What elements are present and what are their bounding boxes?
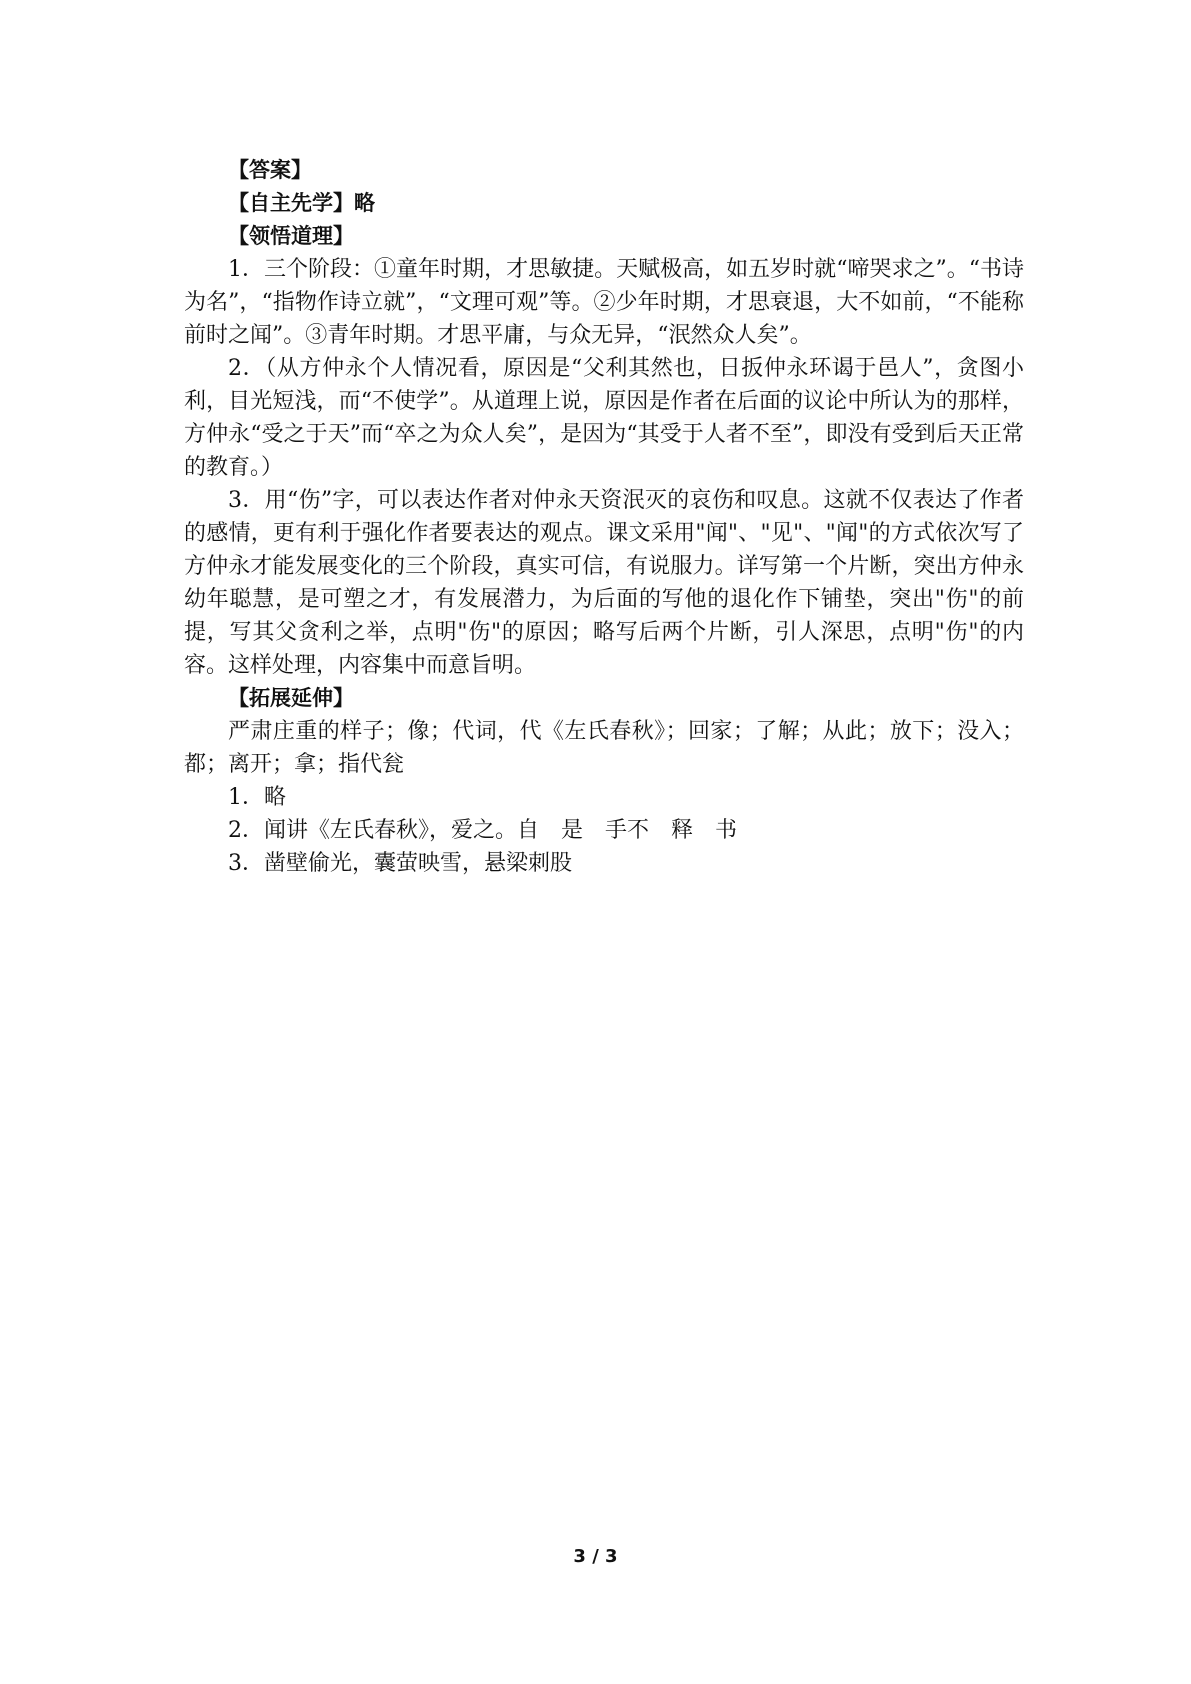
heading-self-study: 【自主先学】略	[228, 191, 375, 215]
page-number: 3 / 3	[573, 1546, 618, 1567]
heading-answer: 【答案】	[228, 158, 312, 182]
understand-paragraph-2: 2．（从方仲永个人情况看，原因是“父利其然也，日扳仲永环谒于邑人”，贪图小利，目光短浅，而“不使学”。从道理上说，原因是作者在后面的议论中所认为的那样，方仲永“受之于天”而“卒之为众人矣”，是因为“其受于人者不至”，即没有受到后天正常的教育。）	[184, 356, 1024, 480]
heading-extend: 【拓展延伸】	[228, 686, 354, 710]
extend-paragraph-1: 严肃庄重的样子；像；代词，代《左氏春秋》；回家；了解；从此；放下；没入；都；离开；拿；指代瓮	[184, 719, 1024, 777]
document-body	[184, 154, 1024, 880]
self-study-value: 略	[354, 191, 375, 215]
understand-paragraph-3: 3．用“伤”字，可以表达作者对仲永天资泯灭的哀伤和叹息。这就不仅表达了作者的感情，更有利于强化作者要表达的观点。课文采用"闻"、"见"、"闻"的方式依次写了方仲永才能发展变化的三个阶段，真实可信，有说服力。详写第一个片断，突出方仲永幼年聪慧，是可塑之才，有发展潜力，为后面的写他的退化作下铺垫，突出"伤"的前提，写其父贪利之举，点明"伤"的原因；略写后两个片断，引人深思，点明"伤"的内容。这样处理，内容集中而意旨明。	[184, 488, 1024, 678]
extend-paragraph-4: 3．凿壁偷光，囊萤映雪，悬梁刺股	[228, 851, 572, 876]
extend-paragraph-3: 2．闻讲《左氏春秋》，爱之。自 是 手不 释 书	[228, 818, 737, 843]
extend-paragraph-2: 1．略	[228, 785, 286, 810]
understand-paragraph-1: 1．三个阶段：①童年时期，才思敏捷。天赋极高，如五岁时就“啼哭求之”。“书诗为名”，“指物作诗立就”，“文理可观”等。②少年时期，才思衰退，大不如前，“不能称前时之闻”。③青年时期。才思平庸，与众无异，“泯然众人矣”。	[184, 257, 1024, 348]
heading-understand: 【领悟道理】	[228, 224, 354, 248]
